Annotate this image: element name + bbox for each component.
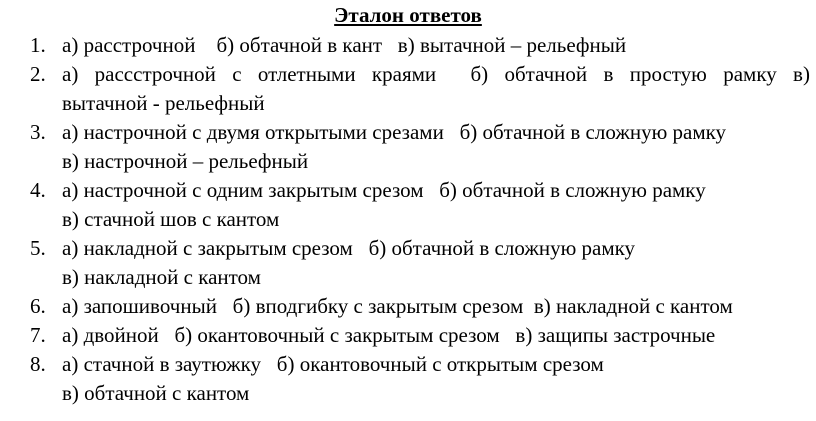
item-number: 4. bbox=[30, 178, 46, 202]
list-item-2-continuation bbox=[0, 89, 816, 118]
list-item-1 bbox=[0, 31, 816, 60]
item-text: в) стачной шов с кантом bbox=[62, 207, 280, 231]
list-item-8-continuation bbox=[0, 379, 816, 408]
item-number: 8. bbox=[30, 352, 46, 376]
item-word: простую bbox=[629, 62, 707, 86]
item-word: рамку bbox=[723, 62, 777, 86]
page-title-text: Эталон ответов bbox=[334, 3, 482, 27]
item-text: а) двойной б) окантовочный с закрытым срезом в) защипы застрочные bbox=[62, 323, 716, 347]
list-item-2 bbox=[0, 60, 816, 89]
item-text: в) накладной с кантом bbox=[62, 265, 261, 289]
item-word: а) bbox=[62, 62, 79, 86]
item-text: а) запошивочный б) вподгибку с закрытым срезом в) накладной с кантом bbox=[62, 294, 733, 318]
list-item-4 bbox=[0, 176, 816, 205]
item-number: 3. bbox=[30, 120, 46, 144]
list-item-3-continuation bbox=[0, 147, 816, 176]
item-text: а) накладной с закрытым срезом б) обтачной в сложную рамку bbox=[62, 236, 636, 260]
list-item-5 bbox=[0, 234, 816, 263]
item-word: в bbox=[603, 62, 614, 86]
page-title bbox=[0, 2, 816, 28]
item-number: 7. bbox=[30, 323, 46, 347]
list-item-6 bbox=[0, 292, 816, 321]
item-number: 2. bbox=[30, 62, 46, 86]
item-word: с bbox=[232, 62, 242, 86]
item-number: 5. bbox=[30, 236, 46, 260]
item-word: краями bbox=[371, 62, 437, 86]
item-text: вытачной - рельефный bbox=[62, 91, 265, 115]
list-item-7 bbox=[0, 321, 816, 350]
list-item-5-continuation bbox=[0, 263, 816, 292]
answer-list bbox=[0, 31, 816, 408]
item-text: а) настрочной с двумя открытыми срезами б) обтачной в сложную рамку bbox=[62, 120, 727, 144]
item-text-justified bbox=[62, 60, 810, 89]
item-text: а) расстрочной б) обтачной в кант в) вытачной – рельефный bbox=[62, 33, 627, 57]
item-number: 6. bbox=[30, 294, 46, 318]
item-word: отлетными bbox=[257, 62, 356, 86]
item-text: в) настрочной – рельефный bbox=[62, 149, 309, 173]
item-word: б) bbox=[470, 62, 489, 86]
item-word: обтачной bbox=[504, 62, 588, 86]
item-text: а) стачной в заутюжку б) окантовочный с открытым срезом bbox=[62, 352, 604, 376]
item-word: в) bbox=[793, 62, 810, 86]
item-text: в) обтачной с кантом bbox=[62, 381, 250, 405]
item-number: 1. bbox=[30, 33, 46, 57]
list-item-3 bbox=[0, 118, 816, 147]
item-word: рассстрочной bbox=[94, 62, 216, 86]
list-item-4-continuation bbox=[0, 205, 816, 234]
item-text: а) настрочной с одним закрытым срезом б) обтачной в сложную рамку bbox=[62, 178, 706, 202]
list-item-8 bbox=[0, 350, 816, 379]
